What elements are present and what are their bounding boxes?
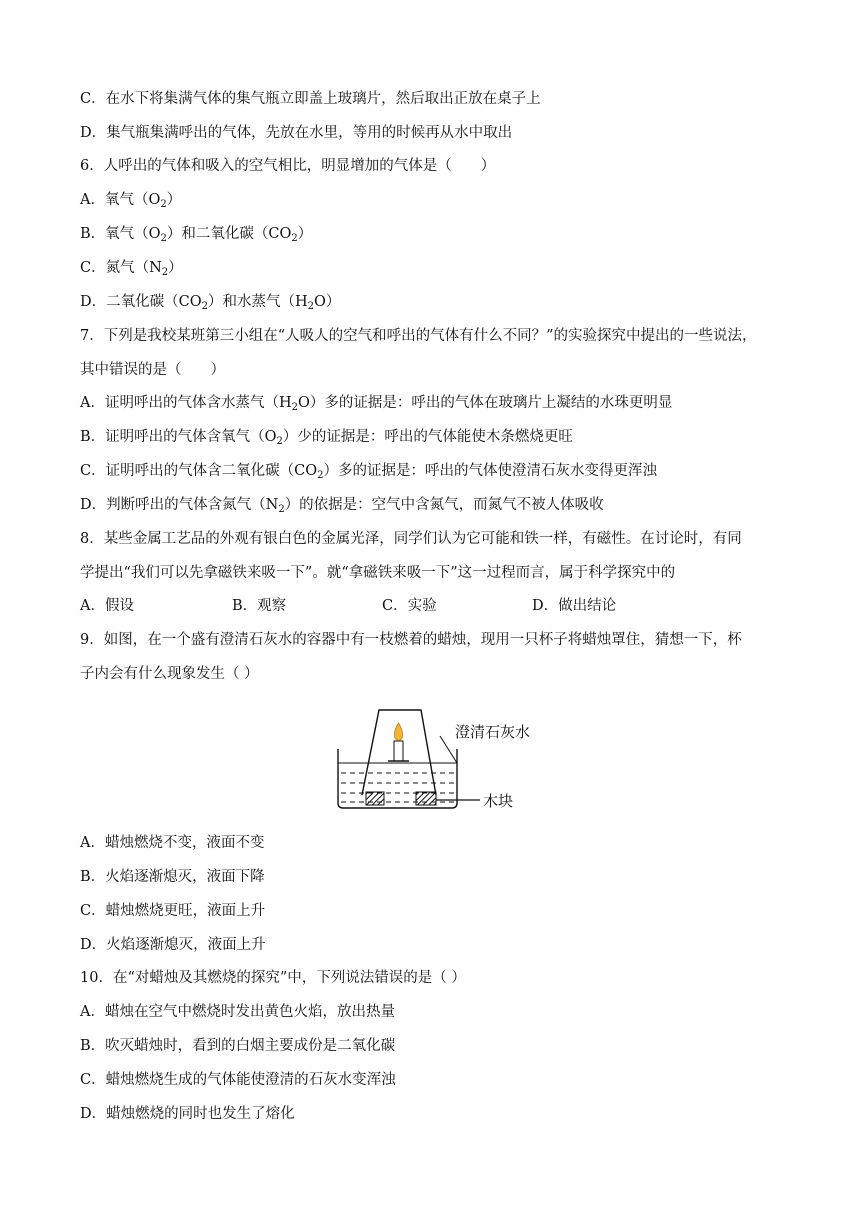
q6-option-a: A．氧气$(O_2)$ bbox=[80, 192, 182, 210]
wood-block-right bbox=[416, 792, 436, 805]
candle bbox=[394, 741, 403, 761]
q5-option-d: D．集气瓶集满呼出的气体，先放在水里，等用的时候再从水中取出 bbox=[80, 125, 513, 141]
q10-option-a: A．蜡烛在空气中燃烧时发出黄色火焰，放出热量 bbox=[80, 1004, 395, 1020]
q8-stem-line2: 学提出“我们可以先拿磁铁来吸一下”。就“拿磁铁来吸一下”这一过程而言，属于科学探究中的 bbox=[80, 565, 676, 581]
q7-option-b: B．证明呼出的气体含氧气$(O_2)$少的证据是：呼出的气体能使木条燃烧更旺 bbox=[80, 429, 573, 447]
limewater-liquid bbox=[341, 773, 455, 802]
q9-option-b: B．火焰逐渐熄灭，液面下降 bbox=[80, 869, 265, 885]
q7-option-a: A．证明呼出的气体含水蒸气$(H_2O)$多的证据是：呼出的气体在玻璃片上凝结的水珠更明显 bbox=[80, 395, 673, 413]
label-limewater: 澄清石灰水 bbox=[455, 723, 530, 741]
q8-stem-line1: 8．某些金属工艺品的外观有银白色的金属光泽，同学们认为它可能和铁一样，有磁性。在讨论时，有同 bbox=[80, 531, 742, 547]
flame-icon bbox=[394, 723, 402, 741]
q8-option-c: C．实验 bbox=[382, 598, 437, 614]
q9-option-c: C．蜡烛燃烧更旺，液面上升 bbox=[80, 903, 266, 919]
q9-stem-line2: 子内会有什么现象发生（ ） bbox=[80, 666, 259, 682]
q5-option-c: C．在水下将集满气体的集气瓶立即盖上玻璃片，然后取出正放在桌子上 bbox=[80, 91, 541, 107]
q7-option-d: D．判断呼出的气体含氮气$(N_2)$的依据是：空气中含氮气，而氮气不被人体吸收 bbox=[80, 497, 604, 515]
q10-stem: 10．在“对蜡烛及其燃烧的探究”中，下列说法错误的是（ ） bbox=[80, 970, 466, 986]
q10-option-d: D．蜡烛燃烧的同时也发生了熔化 bbox=[80, 1106, 295, 1122]
q7-option-c: C．证明呼出的气体含二氧化碳$(CO_2)$多的证据是：呼出的气体使澄清石灰水变得更浑浊 bbox=[80, 463, 657, 481]
q10-option-b: B．吹灭蜡烛时，看到的白烟主要成份是二氧化碳 bbox=[80, 1038, 396, 1054]
q6-stem: 6．人呼出的气体和吸入的空气相比，明显增加的气体是（ ） bbox=[80, 158, 496, 174]
q8-option-b: B．观察 bbox=[232, 598, 287, 614]
q9-option-d: D．火焰逐渐熄灭，液面上升 bbox=[80, 937, 266, 953]
candle-limewater-diagram bbox=[330, 705, 530, 820]
q6-option-c: C．氮气$(N_2)$ bbox=[80, 260, 183, 278]
q6-option-b: B．氧气$(O_2)$和二氧化碳$(CO_2)$ bbox=[80, 226, 313, 244]
q8-option-d: D．做出结论 bbox=[532, 598, 617, 614]
q6-option-d: D．二氧化碳$(CO_2)$和水蒸气$(H_2O)$ bbox=[80, 294, 341, 312]
q9-stem-line1: 9．如图，在一个盛有澄清石灰水的容器中有一枝燃着的蜡烛，现用一只杯子将蜡烛罩住，猜想一下，杯 bbox=[80, 632, 742, 648]
q9-option-a: A．蜡烛燃烧不变，液面不变 bbox=[80, 835, 265, 851]
q10-option-c: C．蜡烛燃烧生成的气体能使澄清的石灰水变浑浊 bbox=[80, 1072, 396, 1088]
q8-option-a: A．假设 bbox=[80, 598, 134, 614]
q7-stem-line2: 其中错误的是（ ） bbox=[80, 362, 225, 378]
wood-block-left bbox=[366, 792, 384, 805]
label-wood: 木块 bbox=[483, 792, 514, 810]
q7-stem-line1: 7．下列是我校某班第三小组在“人吸人的空气和呼出的气体有什么不同？”的实验探究中提出的一些说法， bbox=[80, 328, 757, 344]
